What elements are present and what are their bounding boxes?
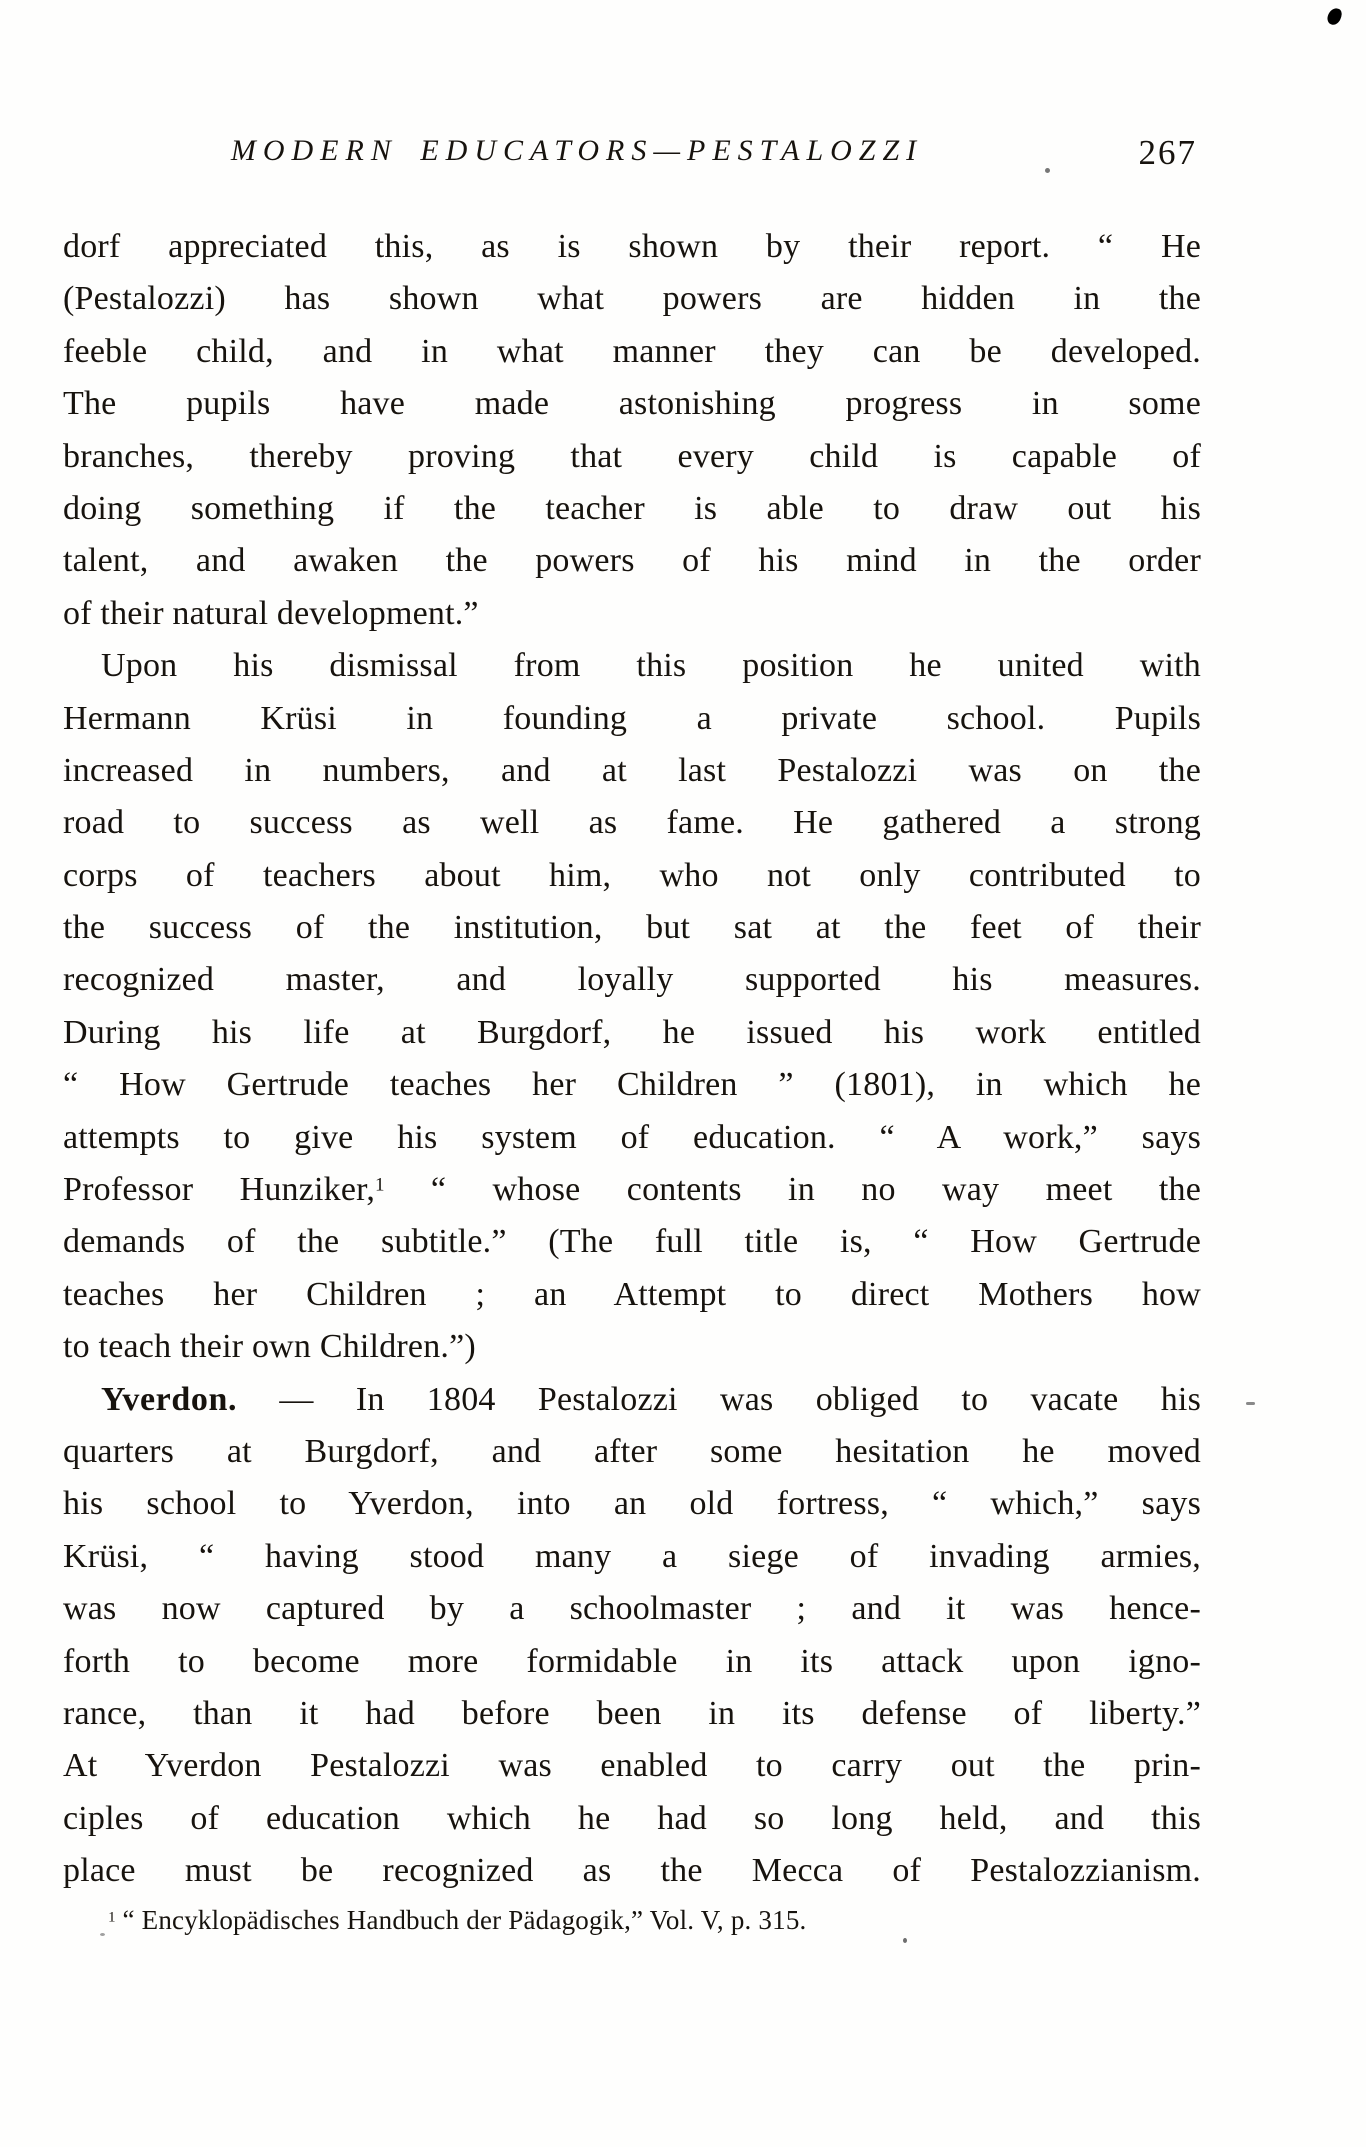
ink-speck (903, 1938, 907, 1943)
text-line: feeble child, and in what manner they can be developed. (63, 332, 1201, 370)
text-line: Krüsi, “ having stood many a siege of invading armies, (63, 1537, 1201, 1575)
text-line: (Pestalozzi) has shown what powers are hidden in the (63, 280, 1201, 318)
text-line: forth to become more formidable in its attack upon igno- (63, 1642, 1201, 1680)
text-line: Hermann Krüsi in founding a private school. Pupils (63, 699, 1201, 737)
text-line: demands of the subtitle.” (The full title is, “ How Gertrude (63, 1223, 1201, 1261)
text-line (63, 1164, 1201, 1216)
footnote (63, 1898, 1201, 1942)
ink-speck (1246, 1402, 1255, 1405)
footnote-reference: 1 (375, 1174, 385, 1196)
text-line: rance, than it had before been in its defense of liberty.” (63, 1694, 1201, 1732)
line-segment: “ whose contents in no way meet the (384, 1171, 1201, 1209)
text-line: quarters at Burgdorf, and after some hesitation he moved (63, 1432, 1201, 1470)
text-line: doing something if the teacher is able to draw out his (63, 489, 1201, 527)
text-line: road to success as well as fame. He gathered a strong (63, 804, 1201, 842)
page-number: 267 (1138, 133, 1197, 172)
text-line: of their natural development.” (63, 594, 479, 632)
text-line: his school to Yverdon, into an old fortress, “ which,” says (63, 1485, 1201, 1523)
ink-speck (100, 1933, 105, 1936)
text-line: teaches her Children ; an Attempt to direct Mothers how (63, 1275, 1201, 1313)
text-line (63, 1374, 1201, 1426)
section-heading-yverdon: Yverdon. (101, 1380, 238, 1418)
page-corner-ink-mark (1326, 6, 1344, 26)
page-header (63, 130, 1201, 186)
text-line: ciples of education which he had so long held, and this (63, 1799, 1201, 1837)
text-line: During his life at Burgdorf, he issued his work entitled (63, 1013, 1201, 1051)
footnote-text: “ Encyklopädisches Handbuch der Pädagogik,” Vol. V, p. 315. (115, 1905, 807, 1935)
text-line: corps of teachers about him, who not only contributed to (63, 856, 1201, 894)
ink-speck (1045, 168, 1050, 173)
text-line: place must be recognized as the Mecca of Pestalozzianism. (63, 1852, 1201, 1890)
text-line: was now captured by a schoolmaster ; and it was hence- (63, 1590, 1201, 1628)
line-segment: — In 1804 Pestalozzi was obliged to vacate his (237, 1380, 1201, 1418)
text-line: branches, thereby proving that every child is capable of (63, 437, 1201, 475)
text-line: increased in numbers, and at last Pestalozzi was on the (63, 751, 1201, 789)
text-line: Upon his dismissal from this position he united with (101, 647, 1201, 685)
line-segment: Professor Hunziker, (63, 1171, 376, 1209)
text-line: attempts to give his system of education. “ A work,” says (63, 1118, 1201, 1156)
text-line: The pupils have made astonishing progress in some (63, 385, 1201, 423)
text-line: “ How Gertrude teaches her Children ” (1801), in which he (63, 1066, 1201, 1104)
text-line: recognized master, and loyally supported his measures. (63, 961, 1201, 999)
text-line: to teach their own Children.”) (63, 1328, 476, 1366)
body-text (63, 221, 1201, 1898)
text-line: dorf appreciated this, as is shown by their report. “ He (63, 228, 1201, 265)
text-line: At Yverdon Pestalozzi was enabled to carry out the prin- (63, 1747, 1201, 1785)
running-title: MODERN EDUCATORS—PESTALOZZI (230, 134, 924, 167)
text-line: the success of the institution, but sat at the feet of their (63, 909, 1201, 947)
text-line: talent, and awaken the powers of his mind in the order (63, 542, 1201, 580)
footnote-marker: 1 (108, 1909, 116, 1926)
